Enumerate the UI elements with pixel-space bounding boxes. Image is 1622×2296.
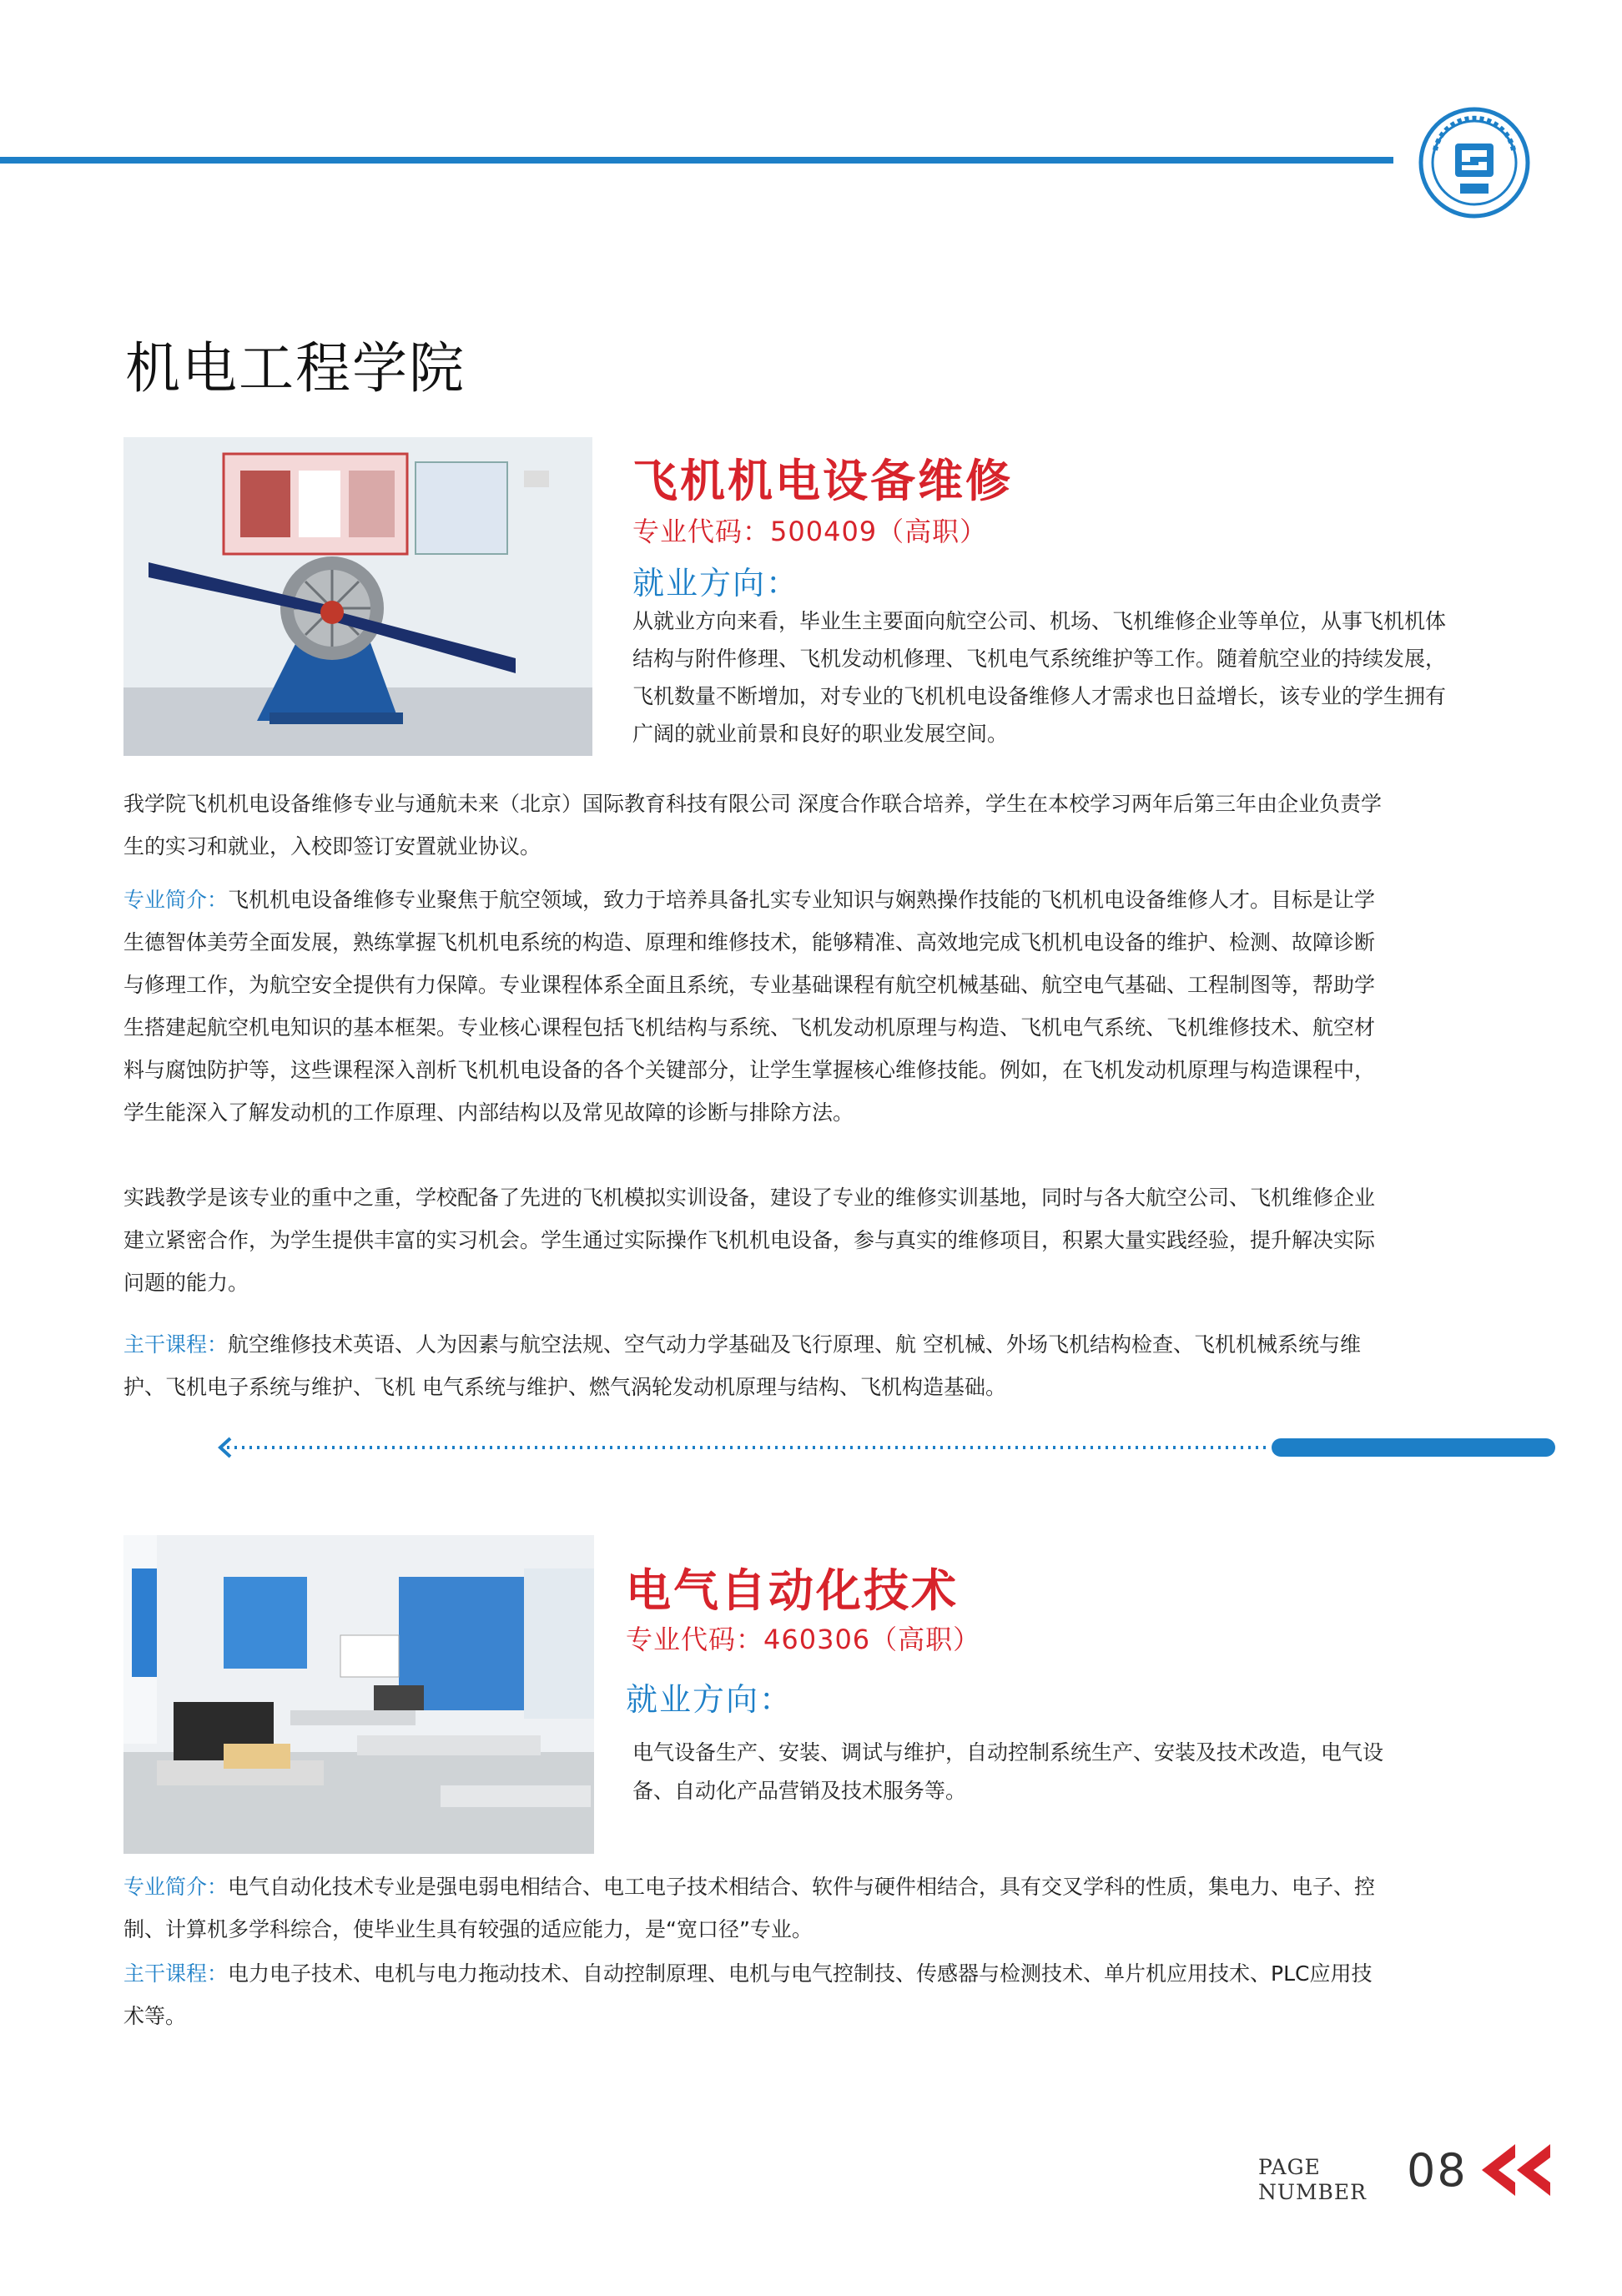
header-rule: [0, 157, 1393, 164]
employment-line: 从就业方向来看，毕业生主要面向航空公司、机场、飞机维修企业等单位，从事飞机机体: [632, 609, 1447, 633]
major-1-code: 专业代码：500409（高职）: [632, 516, 988, 547]
section-title: 机电工程学院: [125, 336, 466, 400]
major-2-code: 专业代码：460306（高职）: [626, 1624, 981, 1655]
practice-line: 实践教学是该专业的重中之重，学校配备了先进的飞机模拟实训设备，建设了专业的维修实训基地，同时与各大航空公司、飞机维修企业: [123, 1186, 1376, 1210]
college-seal-logo: [1418, 107, 1530, 219]
major-1-courses-paragraph: [123, 1323, 1567, 1408]
employment-line: 电气设备生产、安装、调试与维护，自动控制系统生产、安装及技术改造，电气设: [632, 1740, 1384, 1765]
intro-line: 电气自动化技术专业是强电弱电相结合、电工电子技术相结合、软件与硬件相结合，具有交叉学科的性质，集电力、电子、控: [228, 1875, 1376, 1899]
aircraft-engine-training-photo: [123, 437, 592, 756]
intro-label: 专业简介：: [123, 1875, 229, 1899]
employment-line: 广阔的就业前景和良好的职业发展空间。: [632, 722, 1009, 746]
intro-line: 制、计算机多学科综合，使毕业生具有较强的适应能力，是“宽口径”专业。: [123, 1917, 813, 1941]
major-2-employment-heading: 就业方向：: [626, 1681, 793, 1718]
page-label-line2: NUMBER: [1258, 2180, 1367, 2204]
major-1-title: 飞机机电设备维修: [632, 455, 1013, 507]
major-2-intro-paragraph: [123, 1866, 1567, 1951]
section-divider-arrow: [215, 1435, 1564, 1460]
intro-line: 生德智体美劳全面发展，熟练掌握飞机机电系统的构造、原理和维修技术，能够精准、高效地完成飞机机电设备的维护、检测、故障诊断: [123, 930, 1376, 954]
practice-line: 建立紧密合作，为学生提供丰富的实习机会。学生通过实际操作飞机机电设备，参与真实的维修项目，积累大量实践经验，提升解决实际: [123, 1228, 1376, 1252]
major-1-employment-text: [632, 602, 1567, 753]
major-1-practice-paragraph: [123, 1176, 1567, 1304]
intro-line: 飞机机电设备维修专业聚焦于航空领域，致力于培养具备扎实专业知识与娴熟操作技能的飞机机电设备维修人才。目标是让学: [228, 888, 1376, 912]
courses-label: 主干课程：: [123, 1961, 229, 1986]
employment-line: 备、自动化产品营销及技术服务等。: [632, 1779, 967, 1803]
intro-line: 料与腐蚀防护等，这些课程深入剖析飞机机电设备的各个关键部分，让学生掌握核心维修技能。例如，在飞机发动机原理与构造课程中，: [123, 1058, 1376, 1082]
practice-line: 问题的能力。: [123, 1271, 249, 1295]
major-1-cooperation-paragraph: [123, 783, 1567, 868]
courses-line: 护、飞机电子系统与维护、飞机 电气系统与维护、燃气涡轮发动机原理与结构、飞机构造基础。: [123, 1375, 1006, 1399]
courses-line: 电力电子技术、电机与电力拖动技术、自动控制原理、电机与电气控制技、传感器与检测技术、单片机应用技术、PLC应用技: [228, 1961, 1373, 1986]
employment-line: 飞机数量不断增加，对专业的飞机机电设备维修人才需求也日益增长，该专业的学生拥有: [632, 684, 1447, 708]
electrical-lab-photo: [123, 1535, 594, 1854]
cooperation-line: 生的实习和就业，入校即签订安置就业协议。: [123, 834, 542, 858]
major-2-courses-paragraph: [123, 1952, 1567, 2037]
major-2-title: 电气自动化技术: [626, 1564, 959, 1617]
intro-line: 生搭建起航空机电知识的基本框架。专业核心课程包括飞机结构与系统、飞机发动机原理与构造、飞机电气系统、飞机维修技术、航空材: [123, 1015, 1376, 1040]
courses-line: 航空维修技术英语、人为因素与航空法规、空气动力学基础及飞行原理、航 空机械、外场飞机结构检查、飞机机械系统与维: [228, 1332, 1361, 1357]
employment-line: 结构与附件修理、飞机发动机修理、飞机电气系统维护等工作。随着航空业的持续发展，: [632, 647, 1447, 671]
courses-label: 主干课程：: [123, 1332, 229, 1357]
major-2-employment-text: [632, 1734, 1509, 1810]
major-1-employment-heading: 就业方向：: [632, 565, 800, 602]
double-chevron-left-icon: [1477, 2141, 1554, 2199]
page-label-line1: PAGE: [1258, 2155, 1321, 2179]
courses-line: 术等。: [123, 2004, 187, 2028]
intro-line: 与修理工作，为航空安全提供有力保障。专业课程体系全面且系统，专业基础课程有航空机械基础、航空电气基础、工程制图等，帮助学: [123, 973, 1376, 997]
intro-label: 专业简介：: [123, 888, 229, 912]
page-number: 08: [1407, 2144, 1468, 2197]
major-1-intro-paragraph: [123, 879, 1567, 1134]
intro-line: 学生能深入了解发动机的工作原理、内部结构以及常见故障的诊断与排除方法。: [123, 1100, 854, 1125]
cooperation-line: 我学院飞机机电设备维修专业与通航未来（北京）国际教育科技有限公司 深度合作联合培养，学生在本校学习两年后第三年由企业负责学: [123, 792, 1382, 816]
page-number-label: [1258, 2155, 1367, 2205]
